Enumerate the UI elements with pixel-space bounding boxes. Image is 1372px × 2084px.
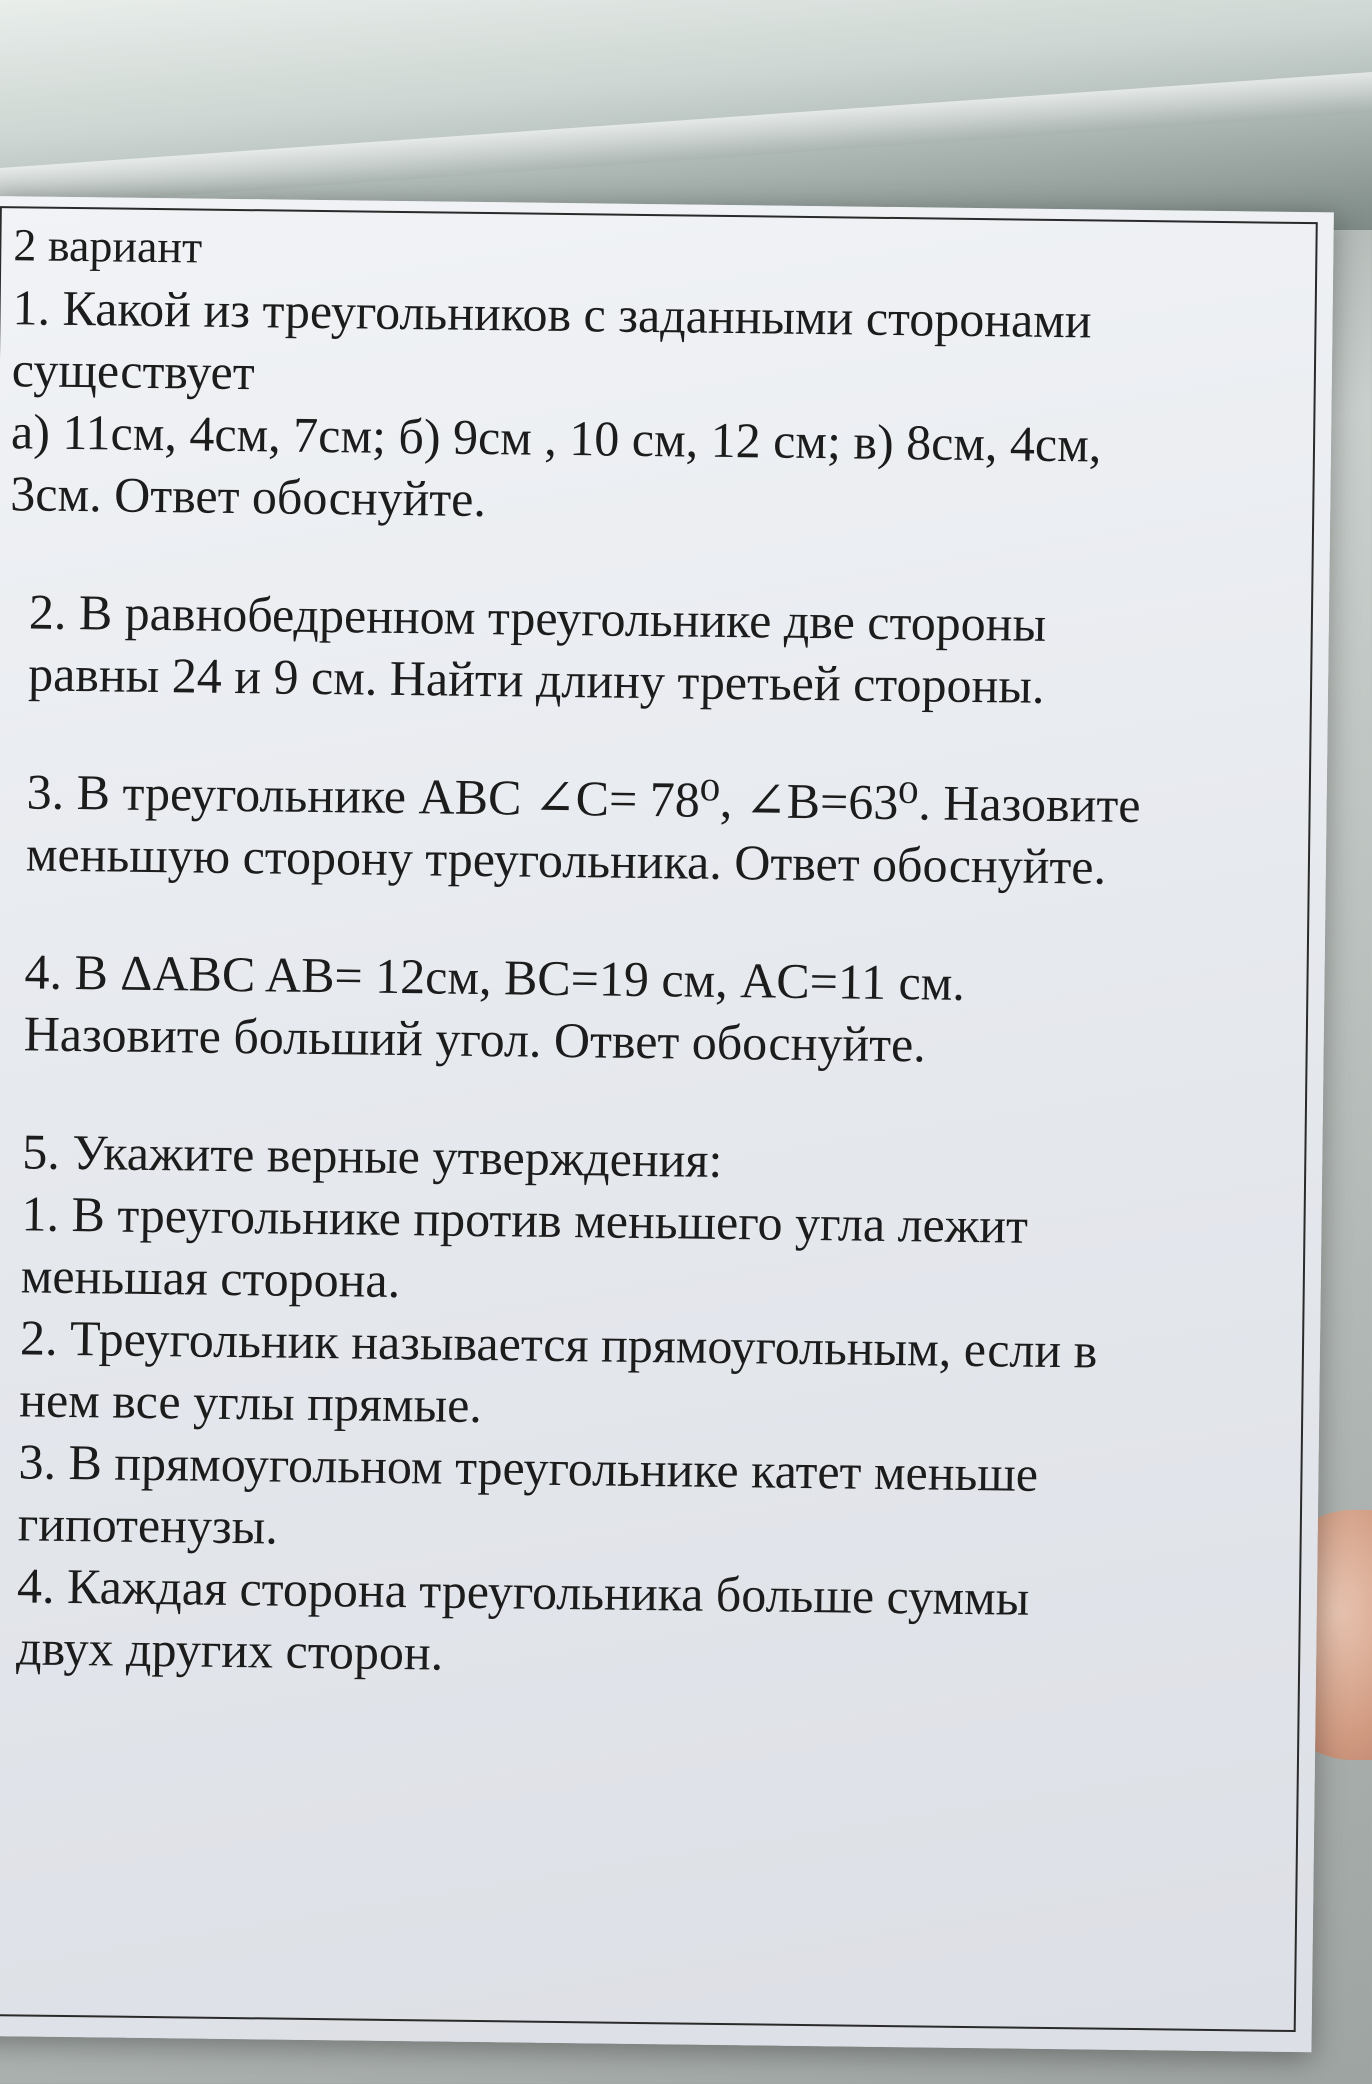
question-4 — [3, 940, 1304, 1080]
question-3-line: меньшую сторону треугольника. Ответ обоснуйте. — [25, 825, 1107, 895]
question-5-line: 2. Треугольник называется прямоугольным, если в — [19, 1309, 1098, 1379]
worksheet-content — [0, 214, 1314, 1694]
worksheet-paper — [0, 196, 1334, 2052]
question-5-line: меньшая сторона. — [20, 1247, 401, 1309]
question-2 — [8, 580, 1309, 720]
question-1-line: существует — [11, 341, 256, 401]
question-5-line: двух других сторон. — [15, 1619, 444, 1681]
window-frame-background — [0, 0, 1372, 230]
question-4-line: Назовите больший угол. Ответ обоснуйте. — [23, 1005, 927, 1073]
question-5-line: 3. В прямоугольном треугольнике катет меньше — [18, 1433, 1039, 1502]
question-5 — [0, 1120, 1303, 1694]
question-4-line: 4. В ΔABC AB= 12см, BC=19 см, AC=11 см. — [24, 943, 966, 1011]
question-2-line: равны 24 и 9 см. Найти длину третьей стороны. — [27, 645, 1045, 714]
question-1-line: 3см. Ответ обоснуйте. — [10, 465, 487, 528]
variant-title: 2 вариант — [13, 219, 203, 273]
question-5-line: гипотенузы. — [17, 1495, 279, 1555]
question-5-line: нем все углы прямые. — [18, 1371, 483, 1434]
question-3-line: 3. В треугольнике ABC ∠C= 78⁰, ∠B=63⁰. Назовите — [26, 763, 1141, 834]
question-5-line: 5. Укажите верные утверждения: — [21, 1123, 723, 1188]
question-2-line: 2. В равнобедренном треугольнике две стороны — [28, 583, 1047, 652]
question-1 — [10, 276, 1313, 540]
question-1-line: 1. Какой из треугольников с заданными сторонами — [12, 279, 1092, 349]
question-5-line: 4. Каждая сторона треугольника больше суммы — [16, 1557, 1030, 1626]
question-5-line: 1. В треугольнике против меньшего угла лежит — [21, 1185, 1029, 1254]
question-3 — [6, 760, 1307, 900]
question-1-line: а) 11см, 4см, 7см; б) 9см , 10 см, 12 см; в) 8см, 4см, — [10, 403, 1102, 473]
